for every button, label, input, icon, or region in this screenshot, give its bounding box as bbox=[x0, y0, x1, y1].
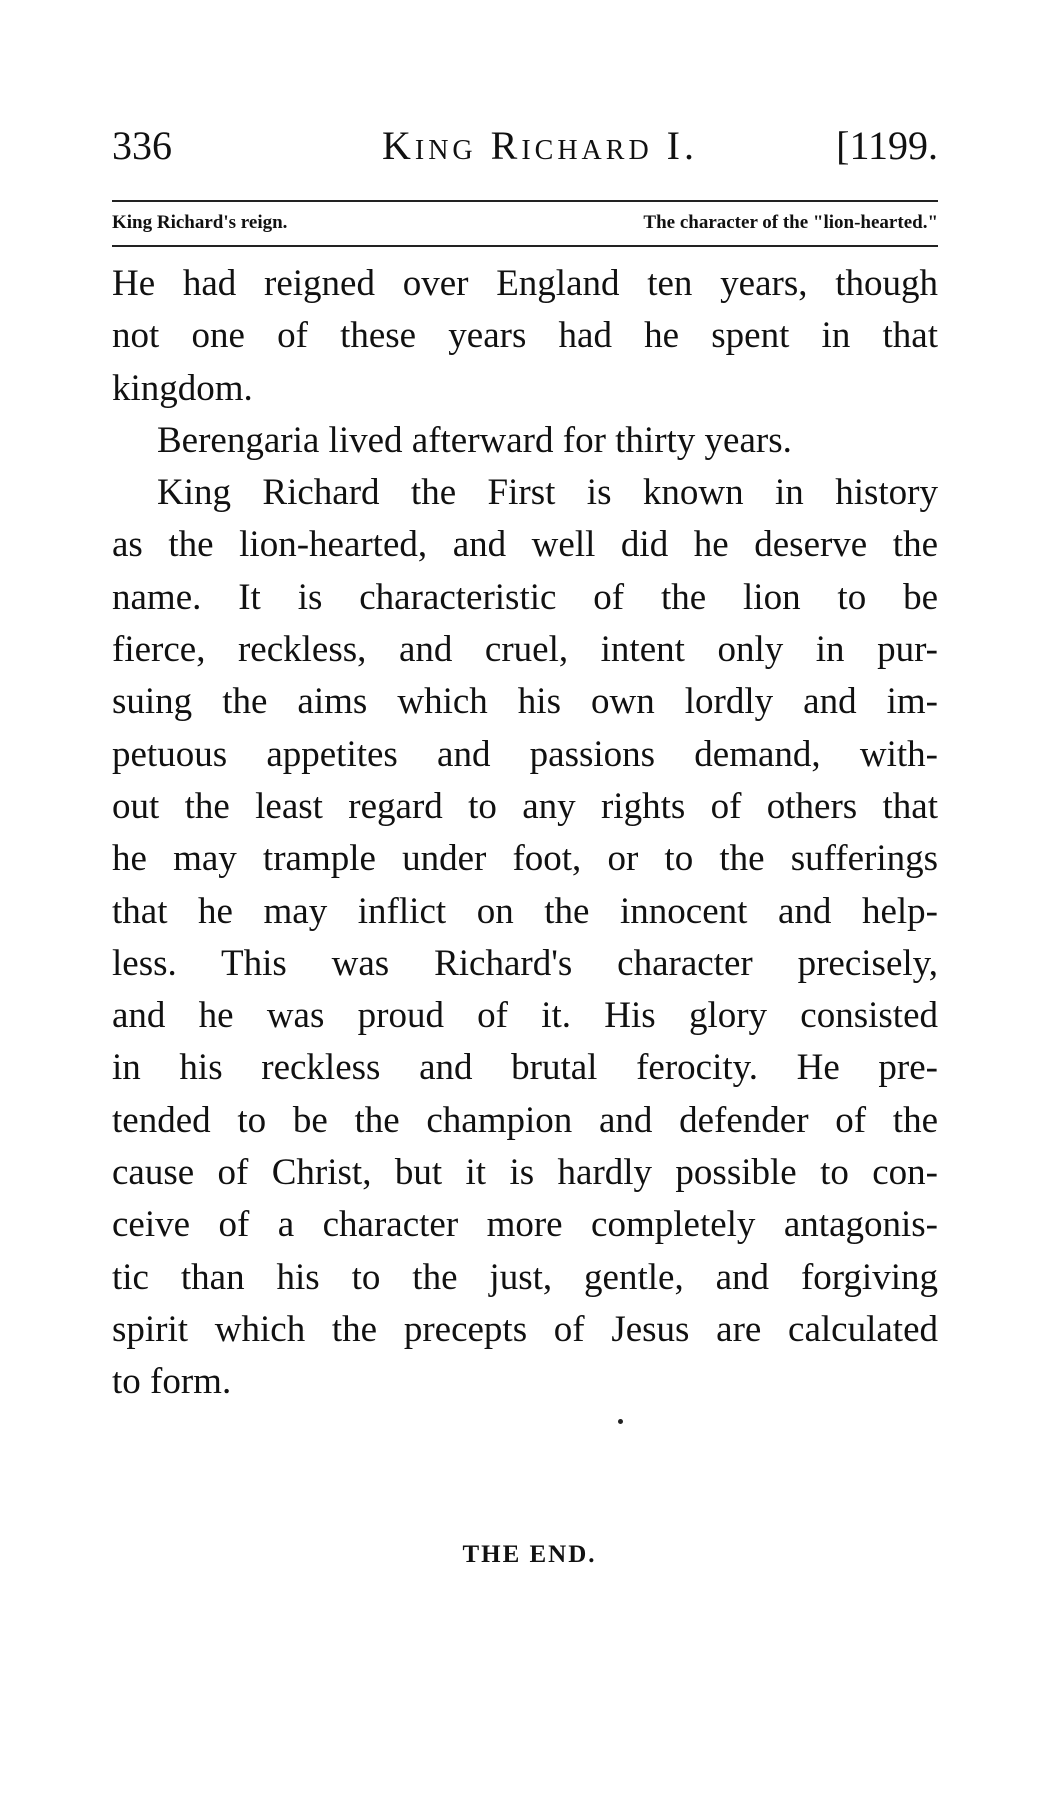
text-line: tic than his to the just, gentle, and forgiving bbox=[112, 1256, 938, 1298]
text-line: as the lion-hearted, and well did he deserve the bbox=[112, 524, 938, 566]
header-rule-top bbox=[112, 200, 938, 202]
text-line: less. This was Richard's character precisely, bbox=[112, 942, 938, 984]
text-line: not one of these years had he spent in that bbox=[112, 315, 938, 357]
text-line: ceive of a character more completely antagonis- bbox=[112, 1204, 938, 1246]
page-number: 336 bbox=[112, 123, 172, 168]
text-line: Berengaria lived afterward for thirty years. bbox=[157, 419, 792, 461]
the-end: THE END. bbox=[462, 1541, 597, 1568]
body-text bbox=[112, 258, 938, 1409]
ornament-dot bbox=[618, 1419, 623, 1424]
running-title: King Richard I. bbox=[382, 123, 698, 168]
text-line: and he was proud of it. His glory consisted bbox=[112, 995, 938, 1037]
text-line: cause of Christ, but it is hardly possible to con- bbox=[112, 1152, 938, 1194]
text-line: King Richard the First is known in history bbox=[157, 472, 938, 514]
text-line: spirit which the precepts of Jesus are calculated bbox=[112, 1308, 938, 1350]
text-line: fierce, reckless, and cruel, intent only in pur- bbox=[112, 629, 938, 671]
running-year: [1199. bbox=[836, 123, 938, 168]
marginal-notes bbox=[112, 206, 938, 240]
text-line: he may trample under foot, or to the sufferings bbox=[112, 838, 938, 880]
text-line: petuous appetites and passions demand, with- bbox=[112, 733, 938, 775]
marginal-note-right: The character of the "lion-hearted." bbox=[643, 212, 938, 233]
text-line: suing the aims which his own lordly and im- bbox=[112, 681, 938, 723]
text-line: tended to be the champion and defender of the bbox=[112, 1099, 938, 1141]
text-line: in his reckless and brutal ferocity. He pre- bbox=[112, 1047, 938, 1089]
text-line: out the least regard to any rights of others that bbox=[112, 785, 938, 827]
text-line: He had reigned over England ten years, though bbox=[112, 263, 938, 304]
header-rule-bottom bbox=[112, 245, 938, 247]
text-line: name. It is characteristic of the lion to be bbox=[112, 576, 938, 618]
text-line: that he may inflict on the innocent and help- bbox=[112, 890, 938, 932]
text-line: to form. bbox=[112, 1361, 232, 1403]
running-head bbox=[112, 118, 938, 174]
text-line: kingdom. bbox=[112, 367, 253, 409]
marginal-note-left: King Richard's reign. bbox=[112, 212, 288, 233]
